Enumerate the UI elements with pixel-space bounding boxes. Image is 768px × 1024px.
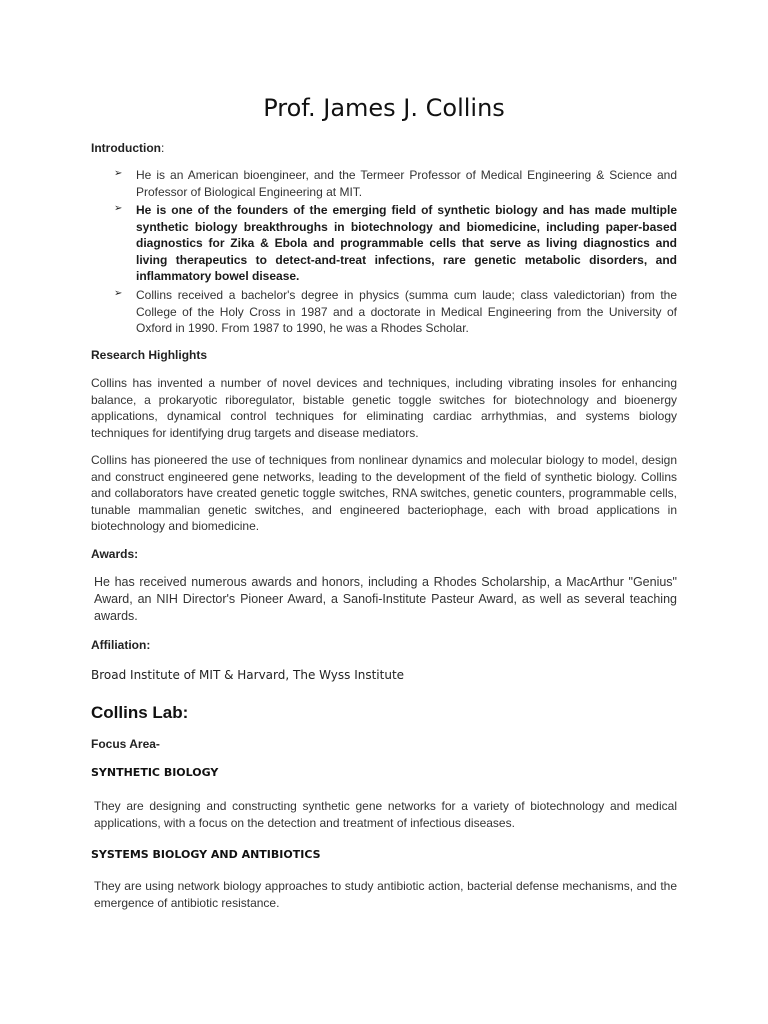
awards-heading: Awards: [91,547,139,561]
affiliation-heading: Affiliation: [91,638,151,652]
introduction-heading-colon: : [160,141,165,155]
focus-area-text-2: They are using network biology approaches to study antibiotic action, bacterial defense mechanisms, and the emergence of antibiotic resistance. [94,879,677,910]
focus-area-label: Focus Area- [91,737,160,751]
bullet-marker: ➢ [114,168,123,179]
awards-paragraph: He has received numerous awards and honors, including a Rhodes Scholarship, a MacArthur "Genius" Award, an NIH Director's Pioneer Award, a Sanofi-Institute Pasteur Award, as well as several teaching awards. [94,575,677,623]
bullet-marker: ➢ [114,203,123,214]
bullet-marker: ➢ [114,288,123,299]
intro-bullet-3: Collins received a bachelor's degree in physics (summa cum laude; class valedictorian) from the College of the Holy Cross in 1987 and a doctorate in Medical Engineering from the University of Oxford in 1990. From 1987 to 1990, he was a Rhodes Scholar. [136,288,677,336]
affiliation-text: Broad Institute of MIT & Harvard, The Wyss Institute [91,668,405,682]
introduction-heading [91,141,164,155]
intro-bullet-2: He is one of the founders of the emerging field of synthetic biology and has made multiple synthetic biology breakthroughs in biotechnology and biomedicine, including paper-based diagnostics for Zika & Ebola and programmable cells that serve as living diagnostics and living therapeutics to detect-and-treat infections, rare genetic metabolic disorders, and inflammatory bowel disease. [136,203,677,284]
focus-area-title-1: SYNTHETIC BIOLOGY [91,766,219,779]
collins-lab-heading: Collins Lab: [91,703,189,722]
focus-area-title-2: SYSTEMS BIOLOGY AND ANTIBIOTICS [91,848,321,861]
introduction-heading-label: Introduction [91,141,161,155]
research-paragraph-2: Collins has pioneered the use of techniques from nonlinear dynamics and molecular biology to model, design and construct engineered gene networks, leading to the development of the field of synthetic biology. Collins and collaborators have created genetic toggle switches, RNA switches, genetic counters, programmable cells, tunable mammalian genetic switches, and engineered bacteriophage, each with broad applications in biotechnology and biomedicine. [91,453,677,534]
research-highlights-heading: Research Highlights [91,348,208,362]
intro-bullet-1: He is an American bioengineer, and the Termeer Professor of Medical Engineering & Science and Professor of Biological Engineering at MIT. [136,168,677,199]
focus-area-text-1: They are designing and constructing synthetic gene networks for a variety of biotechnology and medical applications, with a focus on the detection and treatment of infectious diseases. [94,799,677,830]
page-title: Prof. James J. Collins [263,94,505,122]
research-paragraph-1: Collins has invented a number of novel devices and techniques, including vibrating insoles for enhancing balance, a prokaryotic riboregulator, bistable genetic toggle switches for biotechnology and bioenergy applications, dynamical control techniques for eliminating cardiac arrhythmias, and systems biology techniques for identifying drug targets and disease mediators. [91,376,677,440]
